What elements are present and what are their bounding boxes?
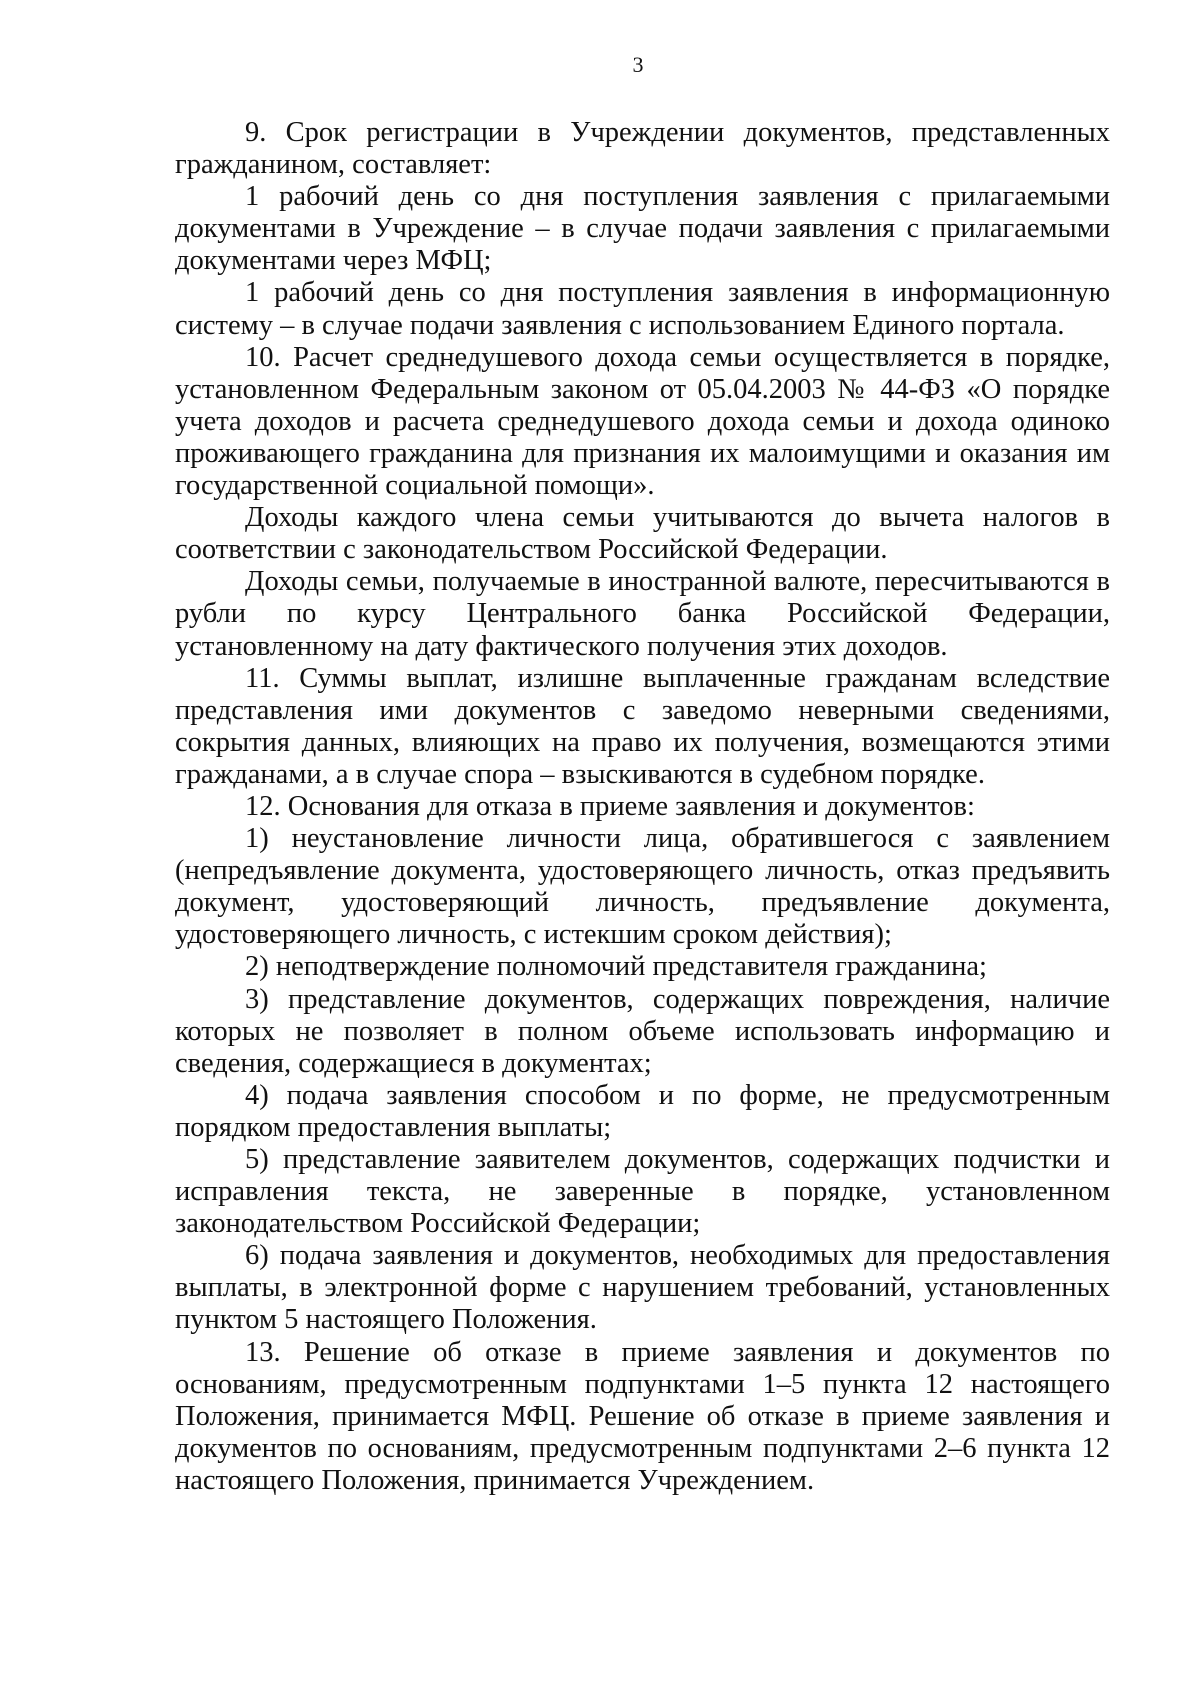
paragraph-refusal-ground-3: 3) представление документов, содержащих повреждения, наличие которых не позволяет в полном объеме использовать информацию и сведения, содержащиеся в документах;: [175, 983, 1110, 1079]
paragraph-foreign-currency-income: Доходы семьи, получаемые в иностранной валюте, пересчитываются в рубли по курсу Центрального банка Российской Федерации, установленному на дату фактического получения этих доходов.: [175, 566, 1110, 662]
paragraph-item-11: 11. Суммы выплат, излишне выплаченные гражданам вследствие представления ими документов с заведомо неверными сведениями, сокрытия данных, влияющих на право их получения, возмещаются этими гражданами, а в случае спора – взыскиваются в судебном порядке.: [175, 662, 1110, 790]
paragraph-item-13: 13. Решение об отказе в приеме заявления и документов по основаниям, предусмотренным подпунктами 1–5 пункта 12 настоящего Положения, принимается МФЦ. Решение об отказе в приеме заявления и документов по основаниям, предусмотренным подпунктами 2–6 пункта 12 настоящего Положения, принимается Учреждением.: [175, 1336, 1110, 1496]
paragraph-item-9: 9. Срок регистрации в Учреждении документов, представленных гражданином, составляет:: [175, 117, 1110, 181]
document-body: [175, 117, 1110, 1497]
paragraph-item-10: 10. Расчет среднедушевого дохода семьи осуществляется в порядке, установленном Федеральным законом от 05.04.2003 № 44-ФЗ «О порядке учета доходов и расчета среднедушевого дохода семьи и дохода одиноко проживающего гражданина для признания их малоимущими и оказания им государственной социальной помощи».: [175, 341, 1110, 502]
paragraph-registration-term-mfc: 1 рабочий день со дня поступления заявления с прилагаемыми документами в Учреждение – в случае подачи заявления с прилагаемыми документами через МФЦ;: [175, 181, 1110, 277]
paragraph-refusal-ground-2: 2) неподтверждение полномочий представителя гражданина;: [245, 951, 987, 983]
paragraph-refusal-ground-4: 4) подача заявления способом и по форме, не предусмотренным порядком предоставления выплаты;: [175, 1079, 1110, 1143]
paragraph-income-before-taxes: Доходы каждого члена семьи учитываются до вычета налогов в соответствии с законодательством Российской Федерации.: [175, 502, 1110, 566]
paragraph-refusal-ground-5: 5) представление заявителем документов, содержащих подчистки и исправления текста, не заверенные в порядке, установленном законодательством Российской Федерации;: [175, 1144, 1110, 1240]
page-number: 3: [632, 52, 644, 77]
paragraph-item-12: 12. Основания для отказа в приеме заявления и документов:: [245, 790, 975, 822]
paragraph-refusal-ground-1: 1) неустановление личности лица, обратившегося с заявлением (непредъявление документа, удостоверяющего личность, отказ предъявить документ, удостоверяющий личность, предъявление документа, удостоверяющего личность, с истекшим сроком действия);: [175, 823, 1110, 951]
paragraph-refusal-ground-6: 6) подача заявления и документов, необходимых для предоставления выплаты, в электронной форме с нарушением требований, установленных пунктом 5 настоящего Положения.: [175, 1240, 1110, 1336]
paragraph-registration-term-portal: 1 рабочий день со дня поступления заявления в информационную систему – в случае подачи заявления с использованием Единого портала.: [175, 277, 1110, 341]
